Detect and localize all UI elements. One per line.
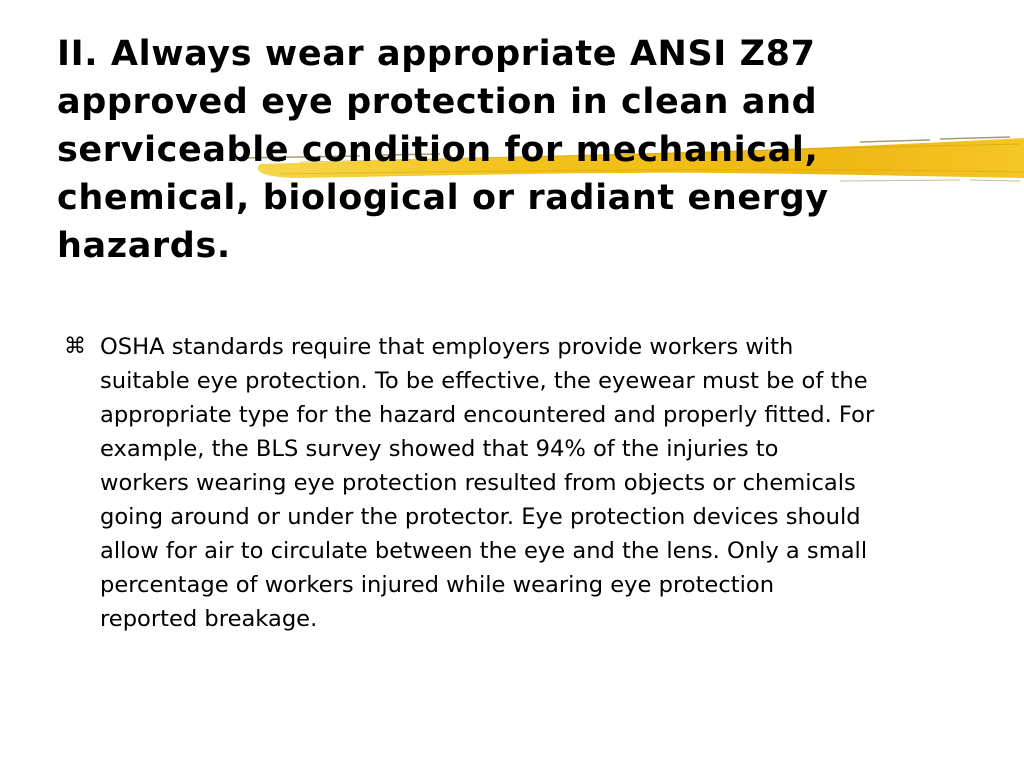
command-key-icon: ⌘ — [64, 334, 86, 359]
slide-title: II. Always wear appropriate ANSI Z87 approved eye protection in clean and serviceable condition for mechanical, chemical, biological or radiant energy hazards. — [57, 34, 829, 266]
bullet-text: OSHA standards require that employers provide workers with suitable eye protection. To be effective, the eyewear must be of the appropriate type for the hazard encountered and properly fitted. For example, the BLS survey showed that 94% of the injuries to workers wearing eye protection resulted from objects or chemicals going around or under the protector. Eye protection devices should allow for air to circulate between the eye and the lens. Only a small percentage of workers injured while wearing eye protection reported breakage. — [100, 334, 875, 632]
